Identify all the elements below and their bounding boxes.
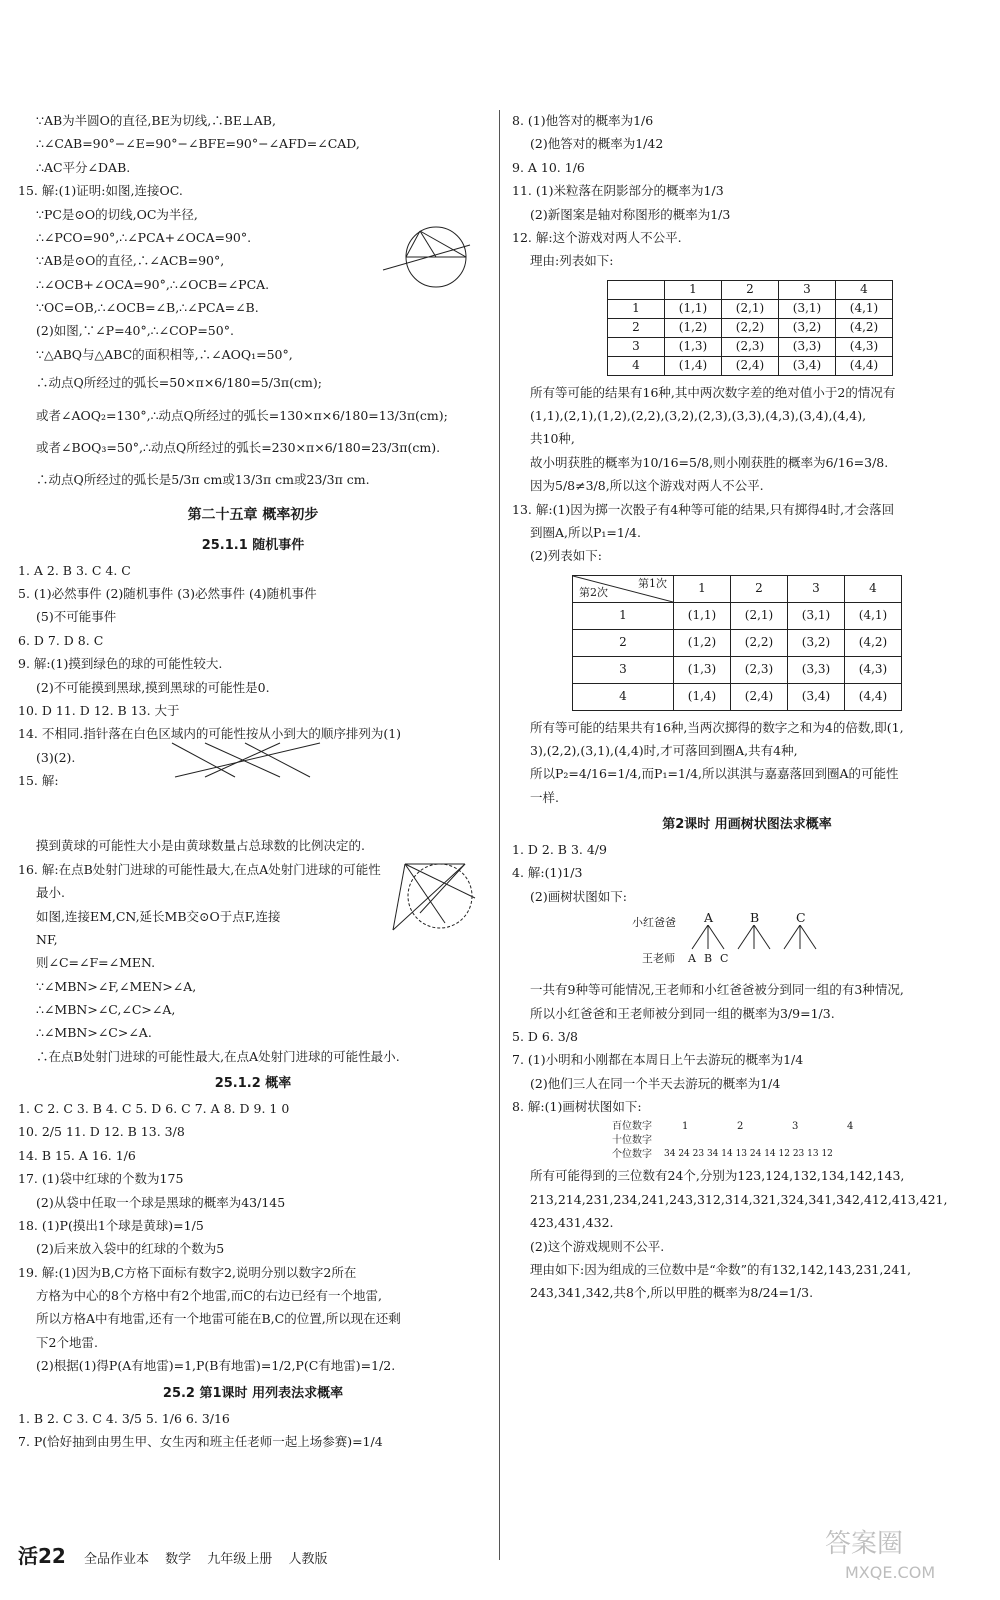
table-cell: (2,1) — [731, 602, 788, 629]
table-cell: 3 — [573, 656, 674, 683]
table-cell: (2,2) — [722, 318, 779, 337]
table-cell — [608, 280, 665, 299]
text-line: ∴∠MBN>∠C,∠C>∠A, — [36, 1002, 176, 1018]
text-line: 13. 解:(1)因为掷一次骰子有4种等可能的结果,只有掷得4时,才会落回 — [512, 501, 895, 517]
table-cell: (4,1) — [845, 602, 902, 629]
text-line: 19. 解:(1)因为B,C方格下面标有数字2,说明分别以数字2所在 — [18, 1264, 357, 1280]
table-cell: 4 — [608, 356, 665, 375]
tree-node: 4 — [847, 1121, 854, 1133]
text-line: ∴∠OCB+∠OCA=90°,∴∠OCB=∠PCA. — [36, 276, 270, 292]
text-line: 如图,连接EM,CN,延长MB交⊙O于点F,连接 — [36, 908, 281, 924]
text-line: 1. C 2. C 3. B 4. C 5. D 6. C 7. A 8. D 9. 1 0 — [18, 1101, 290, 1117]
table-header-row — [573, 575, 902, 602]
table-cell: (2,4) — [731, 683, 788, 710]
table-cell: 2 — [722, 280, 779, 299]
text-line: 一共有9种等可能情况,王老师和小红爸爸被分到同一组的有3种情况, — [530, 982, 904, 998]
text-line: 15. 解:(1)证明:如图,连接OC. — [18, 183, 183, 199]
text-line: ∴动点Q所经过的弧长是5/3π cm或13/3π cm或23/3π cm. — [36, 472, 370, 488]
book-title: 全品作业本 — [83, 1552, 149, 1567]
matching-lines-figure — [160, 735, 340, 785]
text-line: 10. 2/5 11. D 12. B 13. 3/8 — [18, 1124, 185, 1140]
text-line: 所以小红爸爸和王老师被分到同一组的概率为3/9=1/3. — [530, 1005, 835, 1021]
text-line: (2)他答对的概率为1/42 — [530, 136, 664, 152]
table-cell: (3,3) — [788, 656, 845, 683]
text-line: ∴∠PCO=90°,∴∠PCA+∠OCA=90°. — [36, 229, 252, 245]
table-cell: (1,2) — [665, 318, 722, 337]
table-cell: 1 — [665, 280, 722, 299]
table-cell: 4 — [573, 683, 674, 710]
tree-label-top: 小红爸爸 — [632, 916, 676, 930]
text-line: 16. 解:在点B处射门进球的可能性最大,在点A处射门进球的可能性 — [18, 861, 381, 877]
text-line: ∵AB为半圆O的直径,BE为切线,∴BE⊥AB, — [36, 113, 276, 128]
grade-label: 九年级上册 — [207, 1552, 273, 1567]
text-line: (2)如图,∵∠P=40°,∴∠COP=50°. — [36, 323, 234, 339]
table-cell: (4,2) — [845, 629, 902, 656]
section-title: 25.2 第1课时 用列表法求概率 — [162, 1385, 344, 1401]
text-line: (2)根据(1)得P(A有地雷)=1,P(B有地雷)=1/2,P(C有地雷)=1/2. — [36, 1358, 396, 1374]
section-title: 25.1.1 随机事件 — [201, 537, 305, 553]
table-row — [573, 629, 902, 656]
text-line: 17. (1)袋中红球的个数为175 — [18, 1171, 184, 1187]
table-cell: (1,3) — [665, 337, 722, 356]
tree-leaf: A — [688, 952, 702, 966]
text-line: ∴∠CAB=90°−∠E=90°−∠BFE=90°−∠AFD=∠CAD, — [36, 136, 360, 152]
text-line: ∵OC=OB,∴∠OCB=∠B,∴∠PCA=∠B. — [36, 300, 259, 315]
text-line: 9. 解:(1)摸到绿色的球的可能性较大. — [18, 656, 223, 672]
text-line: 15. 解: — [18, 773, 59, 789]
text-line: 到圈A,所以P₁=1/4. — [530, 524, 641, 540]
table-cell: (2,3) — [731, 656, 788, 683]
goal-geometry-figure — [385, 858, 485, 938]
text-line: 213,214,231,234,241,243,312,314,321,324,341,342,412,413,421, — [530, 1191, 948, 1207]
table-cell: (4,4) — [845, 683, 902, 710]
watermark-logo — [805, 1520, 985, 1590]
text-line: (3)(2). — [36, 749, 76, 765]
text-line: ∵PC是⊙O的切线,OC为半径, — [36, 206, 198, 222]
outcome-table-1 — [607, 280, 893, 376]
table-cell: (1,2) — [674, 629, 731, 656]
text-line: 摸到黄球的可能性大小是由黄球数量占总球数的比例决定的. — [36, 838, 365, 854]
text-line: 423,431,432. — [530, 1215, 614, 1231]
table-row — [608, 356, 893, 375]
text-line: 4. 解:(1)1/3 — [512, 865, 583, 881]
text-line: (2)这个游戏规则不公平. — [530, 1238, 665, 1254]
tree-node: A — [704, 910, 714, 926]
text-line: 方格为中心的8个方格中有2个地雷,而C的右边已经有一个地雷, — [36, 1288, 382, 1304]
text-line: (2)他们三人在同一个半天去游玩的概率为1/4 — [530, 1075, 781, 1091]
table-cell: (2,4) — [722, 356, 779, 375]
page-footer — [18, 1545, 339, 1568]
tree-label-tens: 十位数字 — [612, 1135, 652, 1147]
table-cell: (1,4) — [674, 683, 731, 710]
subject-label: 数学 — [165, 1552, 192, 1567]
text-line: 11. (1)米粒落在阴影部分的概率为1/3 — [512, 183, 724, 199]
table-cell: 2 — [573, 629, 674, 656]
text-line: (1,1),(2,1),(1,2),(2,2),(3,2),(2,3),(3,3),(4,3),(3,4),(4,4), — [530, 408, 867, 423]
table-cell: (3,4) — [779, 356, 836, 375]
text-line: 理由:列表如下: — [530, 253, 614, 269]
table-cell: (1,3) — [674, 656, 731, 683]
table-cell: (3,1) — [779, 299, 836, 318]
text-line: 5. (1)必然事件 (2)随机事件 (3)必然事件 (4)随机事件 — [18, 586, 317, 602]
tree-node: C — [796, 910, 806, 926]
text-line: (2)列表如下: — [530, 548, 602, 564]
table-row — [608, 337, 893, 356]
tree-node: 3 — [792, 1121, 799, 1133]
text-line: ∴在点B处射门进球的可能性最大,在点A处射门进球的可能性最小. — [36, 1048, 400, 1064]
text-line: 最小. — [36, 885, 65, 901]
text-line: ∴∠MBN>∠C>∠A. — [36, 1025, 152, 1041]
table-corner-cell — [573, 575, 674, 602]
text-line: 6. D 7. D 8. C — [18, 632, 104, 648]
text-line: 则∠C=∠F=∠MEN. — [36, 955, 156, 971]
text-line: (2)新图案是轴对称图形的概率为1/3 — [530, 206, 731, 222]
column-divider — [499, 110, 500, 1560]
text-line: (2)画树状图如下: — [530, 888, 627, 904]
right-column — [512, 110, 982, 1306]
tree-leaves: 34 24 23 34 14 13 24 14 12 23 13 12 — [664, 1149, 833, 1160]
outcome-table-2 — [572, 575, 902, 711]
table-cell: (1,1) — [665, 299, 722, 318]
text-line: (2)后来放入袋中的红球的个数为5 — [36, 1241, 225, 1257]
table-cell: (2,2) — [731, 629, 788, 656]
table-cell: (4,1) — [836, 299, 893, 318]
table-cell: (4,3) — [836, 337, 893, 356]
table-cell: 2 — [731, 575, 788, 602]
table-cell: (1,1) — [674, 602, 731, 629]
table-cell: 3 — [779, 280, 836, 299]
text-line: 3),(2,2),(3,1),(4,4)时,才可落回到圈A,共有4种, — [530, 743, 798, 758]
text-line: 共10种, — [530, 431, 575, 447]
text-line: ∵∠MBN>∠F,∠MEN>∠A, — [36, 978, 197, 994]
table-cell: (2,1) — [722, 299, 779, 318]
text-line: ∴动点Q所经过的弧长=50×π×6/180=5/3π(cm); — [36, 375, 322, 391]
tree-node: B — [750, 910, 760, 926]
text-line: 所有等可能的结果有16种,其中两次数字差的绝对值小于2的情况有 — [530, 384, 896, 400]
tree-node: 1 — [682, 1121, 689, 1133]
table-row — [573, 656, 902, 683]
page-number: 活22 — [18, 1544, 66, 1568]
text-line: 1. A 2. B 3. C 4. C — [18, 562, 131, 578]
text-line: 9. A 10. 1/6 — [512, 159, 585, 175]
matching-figure-space — [18, 793, 488, 835]
text-line: 或者∠AOQ₂=130°,∴动点Q所经过的弧长=130×π×6/180=13/3π(cm); — [36, 407, 448, 423]
table-cell: 4 — [836, 280, 893, 299]
text-line: ∵△ABQ与△ABC的面积相等,∴∠AOQ₁=50°, — [36, 346, 293, 362]
text-line: NF, — [36, 931, 58, 947]
watermark-line-2: MXQE.COM — [845, 1563, 936, 1582]
table-cell: (3,4) — [788, 683, 845, 710]
table-cell: 1 — [608, 299, 665, 318]
text-line: 或者∠BOQ₃=50°,∴动点Q所经过的弧长=230×π×6/180=23/3π(cm). — [36, 439, 441, 455]
table-cell: (3,2) — [779, 318, 836, 337]
table-row — [573, 602, 902, 629]
tree-leaf: B — [704, 952, 713, 966]
section-title: 第2课时 用画树状图法求概率 — [662, 817, 832, 833]
table-row — [573, 683, 902, 710]
text-line: 243,341,342,共8个,所以甲胜的概率为8/24=1/3. — [530, 1285, 814, 1301]
text-line: ∴AC平分∠DAB. — [36, 159, 131, 175]
tree-diagram-2 — [512, 1119, 982, 1165]
table-cell: (3,3) — [779, 337, 836, 356]
text-line: 因为5/8≠3/8,所以这个游戏对两人不公平. — [530, 478, 764, 494]
text-line: 7. P(恰好抽到由男生甲、女生丙和班主任老师一起上场参赛)=1/4 — [18, 1433, 383, 1449]
corner-label-top: 第1次 — [638, 576, 667, 590]
text-line: 8. (1)他答对的概率为1/6 — [512, 113, 654, 128]
text-line: 14. 不相同.指针落在白色区域内的可能性按从小到大的顺序排列为(1) — [18, 726, 402, 742]
text-line: 故小明获胜的概率为10/16=5/8,则小刚获胜的概率为6/16=3/8. — [530, 454, 889, 470]
text-line: 1. B 2. C 3. C 4. 3/5 5. 1/6 6. 3/16 — [18, 1410, 230, 1426]
table-row — [608, 318, 893, 337]
corner-label-bottom: 第2次 — [579, 585, 608, 599]
table-cell: (4,4) — [836, 356, 893, 375]
table-cell: 1 — [674, 575, 731, 602]
table-cell: (4,2) — [836, 318, 893, 337]
table-cell: 3 — [608, 337, 665, 356]
tree-label-units: 个位数字 — [612, 1149, 652, 1161]
text-line: 14. B 15. A 16. 1/6 — [18, 1147, 136, 1163]
text-line: 12. 解:这个游戏对两人不公平. — [512, 229, 682, 245]
table-cell: 3 — [788, 575, 845, 602]
text-line: (2)不可能摸到黑球,摸到黑球的可能性是0. — [36, 679, 270, 695]
chapter-title: 第二十五章 概率初步 — [187, 506, 319, 523]
text-line: 所以方格A中有地雷,还有一个地雷可能在B,C的位置,所以现在还剩 — [36, 1311, 401, 1327]
text-line: 下2个地雷. — [36, 1334, 98, 1350]
table-row — [608, 299, 893, 318]
table-cell: (3,1) — [788, 602, 845, 629]
text-line: 理由如下:因为组成的三位数中是“伞数”的有132,142,143,231,241, — [530, 1261, 912, 1277]
text-line: 18. (1)P(摸出1个球是黄球)=1/5 — [18, 1217, 204, 1233]
text-line: 所以P₂=4/16=1/4,而P₁=1/4,所以淇淇与嘉嘉落回到圈A的可能性 — [530, 766, 899, 782]
tree-label-hundreds: 百位数字 — [612, 1121, 652, 1133]
tree-leaf: C — [720, 952, 729, 966]
text-line: 1. D 2. B 3. 4/9 — [512, 842, 607, 858]
text-line: 5. D 6. 3/8 — [512, 1028, 578, 1044]
table-cell: (4,3) — [845, 656, 902, 683]
text-line: 7. (1)小明和小刚都在本周日上午去游玩的概率为1/4 — [512, 1052, 804, 1068]
text-line: (2)从袋中任取一个球是黑球的概率为43/145 — [36, 1194, 286, 1210]
table-header-row — [608, 280, 893, 299]
edition-label: 人教版 — [288, 1552, 328, 1567]
circle-geometry-figure — [378, 215, 488, 295]
table-cell: 1 — [573, 602, 674, 629]
tree-label-bottom: 王老师 — [642, 952, 675, 966]
tree-node: 2 — [737, 1121, 744, 1133]
text-line: (5)不可能事件 — [36, 609, 117, 625]
table-cell: (2,3) — [722, 337, 779, 356]
text-line: 8. 解:(1)画树状图如下: — [512, 1099, 642, 1115]
text-line: 10. D 11. D 12. B 13. 大于 — [18, 702, 180, 718]
table-cell: (3,2) — [788, 629, 845, 656]
table-cell: 4 — [845, 575, 902, 602]
text-line: ∵AB是⊙O的直径,∴∠ACB=90°, — [36, 253, 225, 269]
tree-diagram-1 — [512, 909, 982, 979]
watermark-line-1: 答案圈 — [825, 1529, 904, 1559]
table-cell: 2 — [608, 318, 665, 337]
tree-branches — [682, 925, 832, 953]
table-cell: (1,4) — [665, 356, 722, 375]
text-line: 所有可能得到的三位数有24个,分别为123,124,132,134,142,143, — [530, 1168, 905, 1184]
text-line: 一样. — [530, 789, 559, 805]
text-line: 所有等可能的结果共有16种,当两次掷得的数字之和为4的倍数,即(1, — [530, 719, 904, 735]
section-title: 25.1.2 概率 — [214, 1076, 292, 1092]
